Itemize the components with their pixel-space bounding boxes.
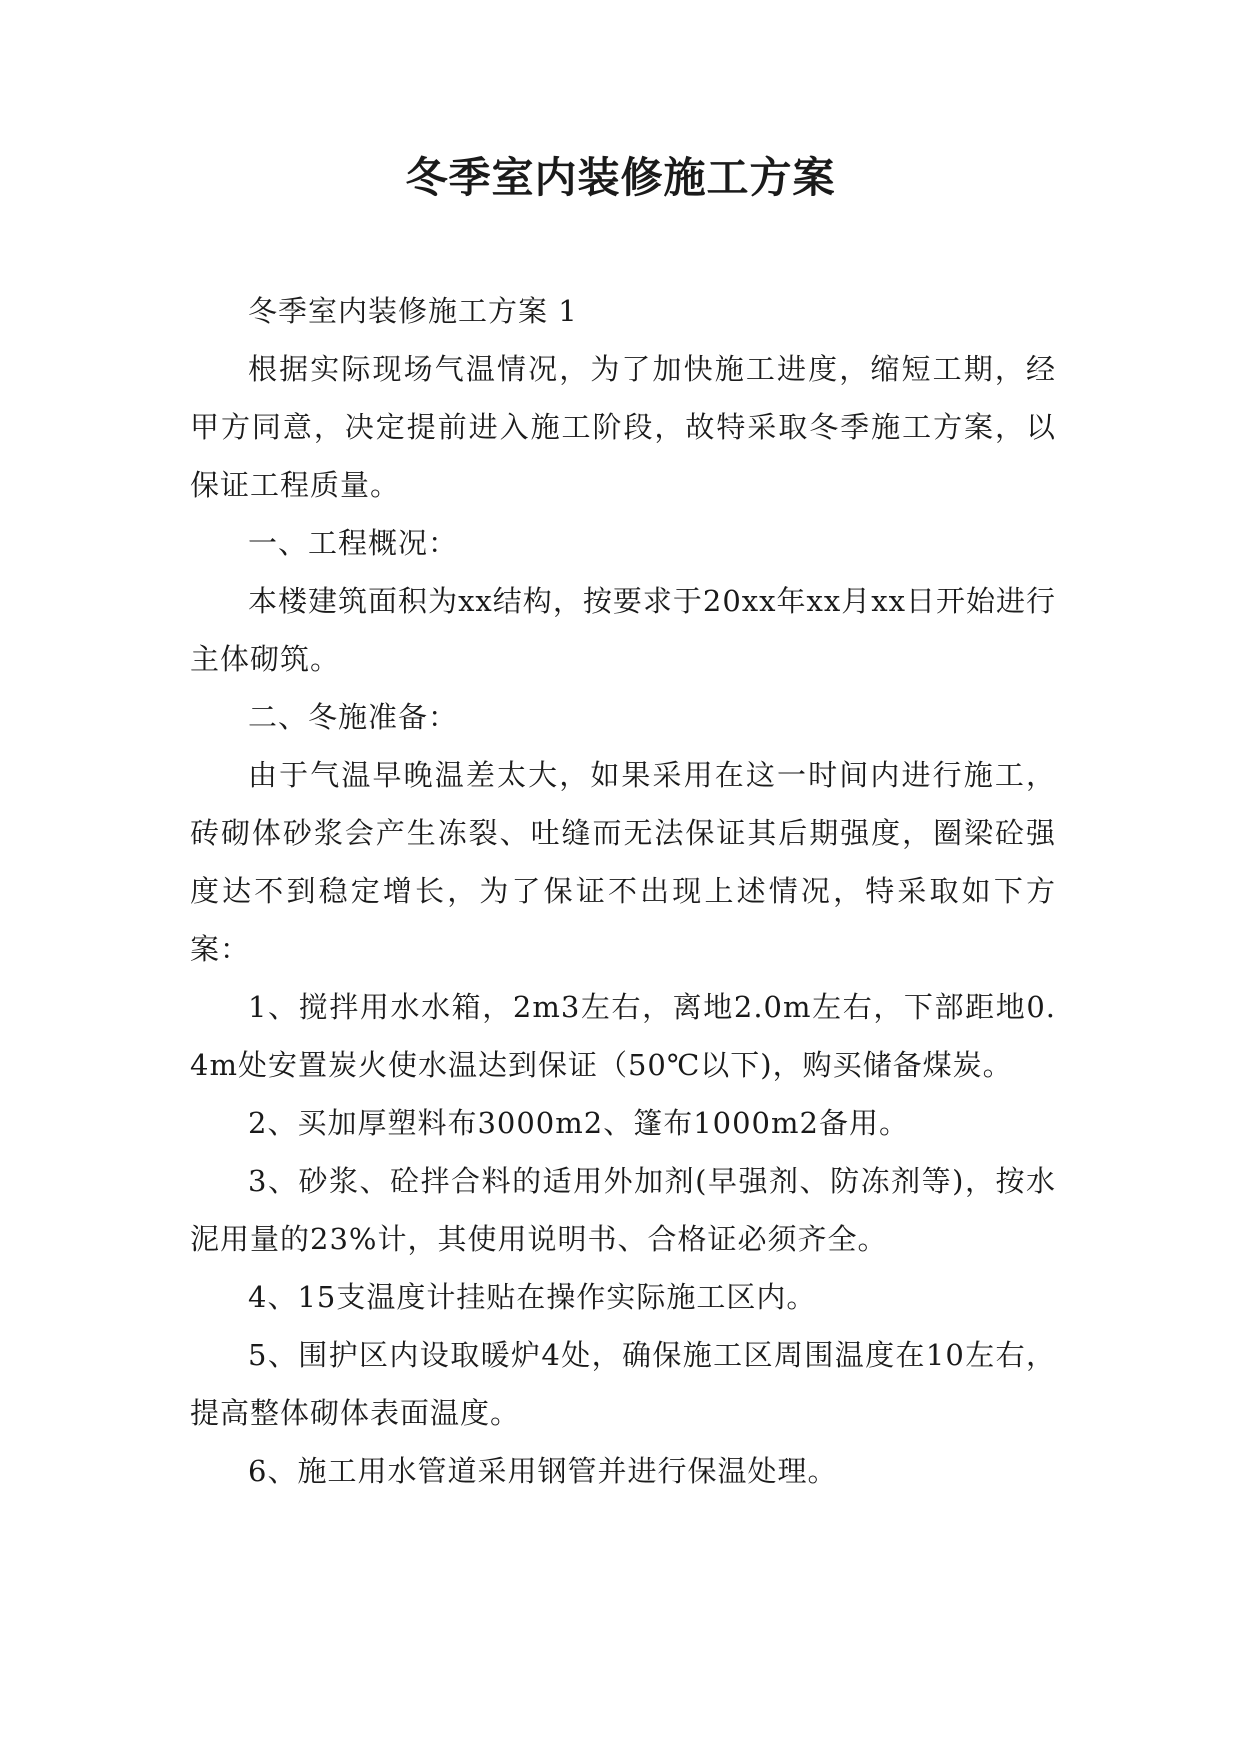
heading-project-overview: 一、工程概况： bbox=[248, 526, 459, 560]
list-item-3: 3、砂浆、砼拌合料的适用外加剂(早强剂、防冻剂等)，按水泥用量的23%计，其使用说明书、合格证必须齐全。 bbox=[190, 1164, 1056, 1256]
list-item-1: 1、搅拌用水水箱，2m3左右，离地2.0m左右，下部距地0.4m处安置炭火使水温达到保证（50℃以下)，购买储备煤炭。 bbox=[190, 990, 1056, 1082]
document-body bbox=[190, 282, 1056, 1500]
paragraph-project-overview: 本楼建筑面积为xx结构，按要求于20xx年xx月xx日开始进行主体砌筑。 bbox=[190, 584, 1056, 676]
heading-winter-preparation: 二、冬施准备： bbox=[248, 700, 459, 734]
list-item-2: 2、买加厚塑料布3000m2、篷布1000m2备用。 bbox=[248, 1106, 909, 1140]
list-item-4: 4、15支温度计挂贴在操作实际施工区内。 bbox=[248, 1280, 817, 1314]
document-title: 冬季室内装修施工方案 bbox=[405, 153, 836, 202]
paragraph-intro: 根据实际现场气温情况，为了加快施工进度，缩短工期，经甲方同意，决定提前进入施工阶段，故特采取冬季施工方案，以保证工程质量。 bbox=[190, 352, 1056, 502]
list-item-5: 5、围护区内设取暖炉4处，确保施工区周围温度在10左右，提高整体砌体表面温度。 bbox=[190, 1338, 1056, 1430]
paragraph-section-heading: 冬季室内装修施工方案 1 bbox=[248, 294, 578, 328]
paragraph-winter-preparation: 由于气温早晚温差太大，如果采用在这一时间内进行施工，砖砌体砂浆会产生冻裂、吐缝而无法保证其后期强度，圈梁砼强度达不到稳定增长，为了保证不出现上述情况，特采取如下方案： bbox=[190, 758, 1056, 966]
list-item-6: 6、施工用水管道采用钢管并进行保温处理。 bbox=[248, 1454, 838, 1488]
